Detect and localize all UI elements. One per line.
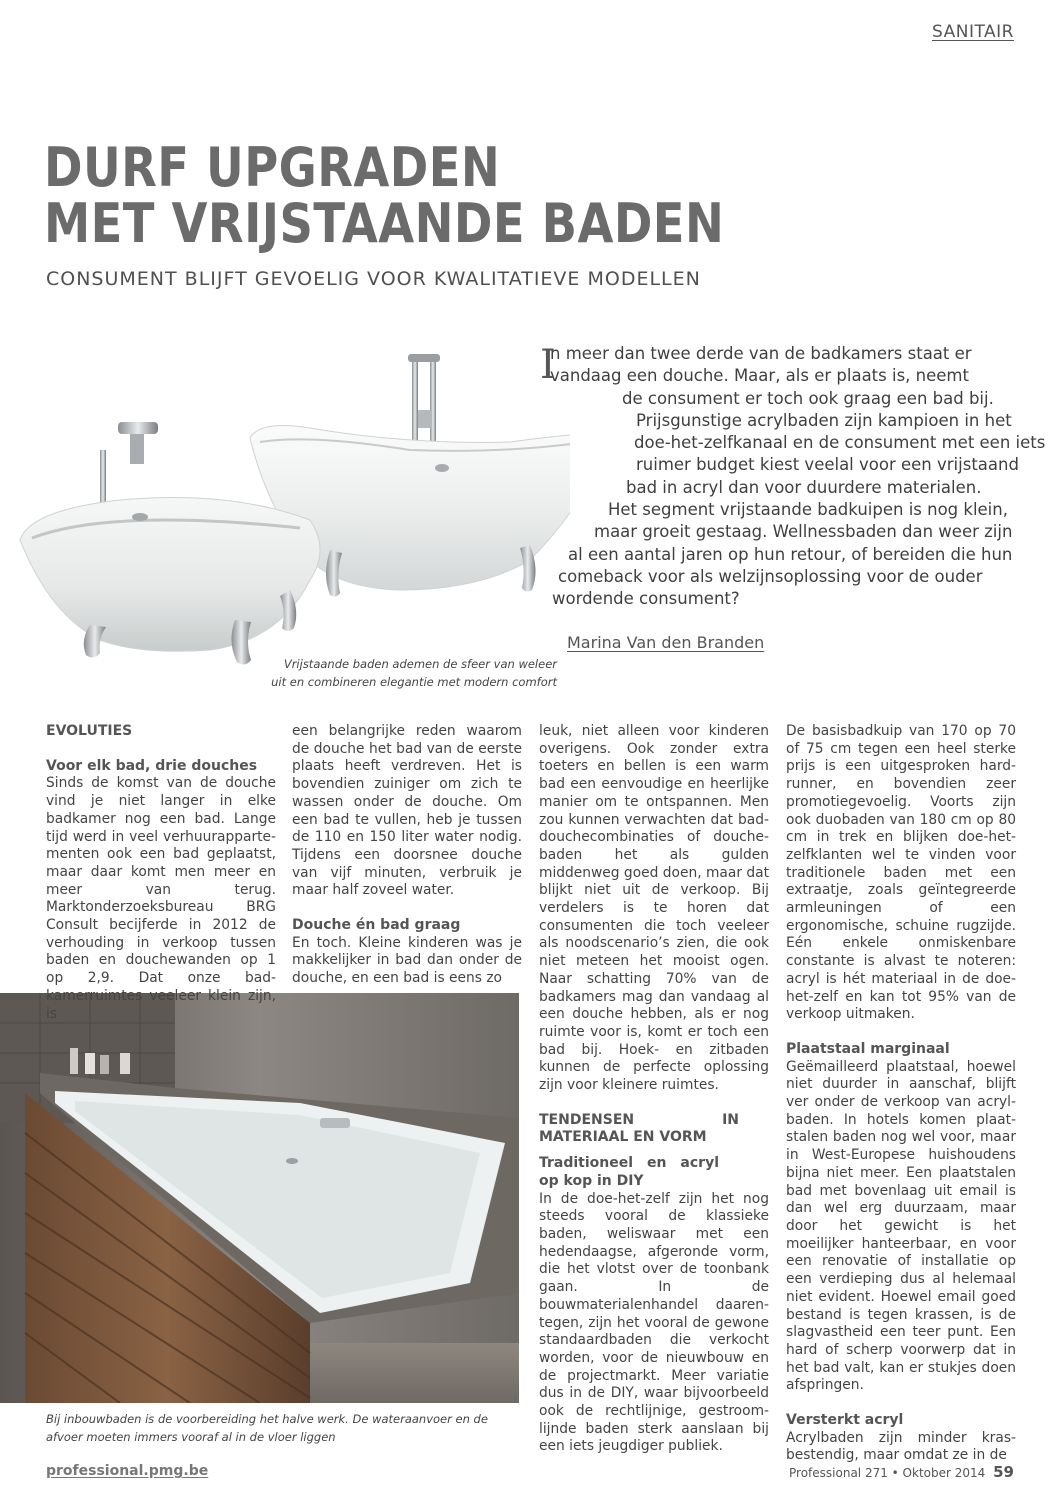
intro-line: Prijsgunstige acrylbaden zijn kampioen in het xyxy=(636,410,1012,430)
intro-line: ruimer budget kiest veelal voor een vrijstaand xyxy=(636,455,1019,475)
intro-line: vandaag een douche. Maar, als er plaats is, neemt xyxy=(550,366,969,386)
freestanding-bathtubs-photo xyxy=(10,350,570,695)
section-label: SANITAIR xyxy=(932,22,1014,42)
intro-line: n meer dan twee derde van de badkamers staat er xyxy=(550,344,972,363)
title-line-2: MET VRIJSTAANDE BADEN xyxy=(44,192,725,255)
heading-evoluties: EVOLUTIES xyxy=(46,723,133,739)
intro-line: al een aantal jaren op hun retour, of bereiden die hun xyxy=(568,544,1013,564)
paragraph: En toch. Kleine kinderen was je makkelijker in bad dan onder de douche, en een bad is eens zo xyxy=(292,934,522,987)
paragraph: leuk, niet alleen voor kinderen overigens. Ook zonder extra toeters en bellen is een warm bad een eenvoudige en heerlijke manier om te ontspannen. Men zou kunnen verwachten dat bad-douchecombinaties of douchebaden het als gulden middenweg goed doen, maar dat blijkt niet uit de verkoop. Bij verdelers is te horen dat consumenten die toch veeleer als noodscenario’s zien, die ook niet meteen het mooist ogen. Naar schatting 70% van de badkamers mag dan vandaag al een douche hebben, als er nog ruimte voor is, komt er toch een bad bij. Hoek- en zitbaden kunnen de perfecte oplossing zijn voor kleinere ruimtes. xyxy=(539,723,769,1094)
intro-line: maar groeit gestaag. Wellnessbaden dan weer zijn xyxy=(594,522,1013,542)
intro-line: doe-het-zelfkanaal en de consument met een iets xyxy=(634,433,1046,453)
page-title xyxy=(44,136,725,255)
footer-website-link[interactable]: professional.pmg.be xyxy=(46,1463,209,1479)
subheading-voor-elk-bad: Voor elk bad, drie douches xyxy=(46,757,258,774)
photo-caption-bottom: Bij inbouwbaden is de voorbereiding het halve werk. De wateraanvoer en de afvoer moeten immers vooraf al in de vloer liggen xyxy=(46,1412,488,1444)
built-in-bathtub-photo xyxy=(0,993,519,1403)
subheading-traditioneel: Traditioneel en acryl op kop in DIY xyxy=(539,1155,719,1189)
subheading-plaatstaal: Plaatstaal marginaal xyxy=(786,1040,950,1057)
intro-line: de consument er toch ook graag een bad bij. xyxy=(622,388,994,408)
subheading-douche-en-bad: Douche én bad graag xyxy=(292,917,461,934)
author-name: Marina Van den Branden xyxy=(567,633,765,652)
paragraph: In de doe-het-zelf zijn het nog steeds vooral de klassieke baden, weliswaar met een hedendaagse, afgeronde vorm, die het vlotst over de toonbank gaan. In de bouwmaterialenhandel daarentegen, zijn het vooral de gewone standaardbaden die verkocht worden, voor de nieuwbouw en de projectmarkt. Meer variatie dus in de DIY, waar bijvoorbeeld ook de rechtlijnige, gestroomlijnde baden sterk aanslaan bij een iets jeugdiger publiek. xyxy=(539,1190,769,1455)
paragraph: Geëmailleerd plaatstaal, hoewel niet duurder in aanschaf, blijft ver onder de verkoop van acrylbaden. In hotels komen plaatstalen baden nog wel voor, maar in West-Europese huishoudens bijna niet meer. Een plaatstalen bad met bovenlaag uit email is dan wel erg duurzaam, maar door het gewicht is het moeilijker hanteerbaar, en voor een renovatie of installatie op een verdieping dus al helemaal niet evident. Hoewel email goed bestand is tegen krassen, is de slagvastheid een teer punt. Een hard of scherp voorwerp dat in het bad valt, kan er stukjes doen afspringen. xyxy=(786,1058,1016,1394)
subtitle: CONSUMENT BLIJFT GEVOELIG VOOR KWALITATIEVE MODELLEN xyxy=(46,268,701,290)
heading-tendensen: TENDENSEN IN MATERIAAL EN VORM xyxy=(539,1111,739,1146)
footer-issue: Professional 271 • Oktober 2014 xyxy=(789,1466,986,1480)
paragraph: een belangrijke reden waarom de douche het bad van de eerste plaats heeft verdreven. Het is bovendien zuiniger om zich te wassen onder de douche. Om een bad te vullen, heb je tussen de 110 en 150 liter water nodig. Tijdens een doorsnee douche van vijf minuten, verbruik je maar half zoveel water. xyxy=(292,723,522,899)
article-column-3 xyxy=(539,723,769,1456)
subheading-versterkt-acryl: Versterkt acryl xyxy=(786,1412,904,1429)
article-column-2 xyxy=(292,723,522,988)
intro-line: Het segment vrijstaande badkuipen is nog klein, xyxy=(608,500,1008,520)
intro-line: bad in acryl dan voor duurdere materialen. xyxy=(626,477,982,497)
paragraph: Sinds de komst van de douche vind je niet langer in elke badkamer nog een bad. Lange tijd werd in veel verhuurappartementen ook een bad geplaatst, maar daar komt men meer en meer van terug. Marktonderzoeksbureau BRG Consult becijferde in 2012 de verhouding in verkoop tussen baden en douchewanden op 1 op 2,9. Dat onze badkamerruimtes veeleer klein zijn, is xyxy=(46,775,276,1022)
paragraph: Acrylbaden zijn minder krasbestendig, maar omdat ze in de xyxy=(786,1429,1016,1464)
article-column-4 xyxy=(786,723,1016,1465)
intro-line: comeback voor als welzijnsoplossing voor de ouder xyxy=(558,566,983,586)
footer-issue-info xyxy=(789,1463,1014,1481)
article-column-1 xyxy=(46,723,276,1023)
page-number: 59 xyxy=(993,1463,1014,1481)
title-line-1: DURF UPGRADEN xyxy=(44,136,501,199)
intro-paragraph xyxy=(540,342,1046,611)
paragraph: De basisbadkuip van 170 op 70 of 75 cm tegen een heel sterke prijs is een uitgesproken hardrunner, en bovendien zeer promotiegevoelig. Voorts zijn ook duobaden van 180 cm op 80 cm in trek en blijken doe-het-zelfklanten wel te vinden voor traditionele baden met een extraatje, zoals geïntegreerde armleuningen of een ergonomische, schuine rugzijde. Eén enkele onmiskenbare constante is alvast te noteren: acryl is hét materiaal in de doe-het-zelf en kan tot 95% van de verkoop uitmaken. xyxy=(786,723,1016,1023)
intro-line: wordende consument? xyxy=(552,589,740,609)
drop-cap: I xyxy=(540,342,556,388)
photo-caption-top: Vrijstaande baden ademen de sfeer van weleer uit en combineren elegantie met modern comfort xyxy=(271,657,557,689)
